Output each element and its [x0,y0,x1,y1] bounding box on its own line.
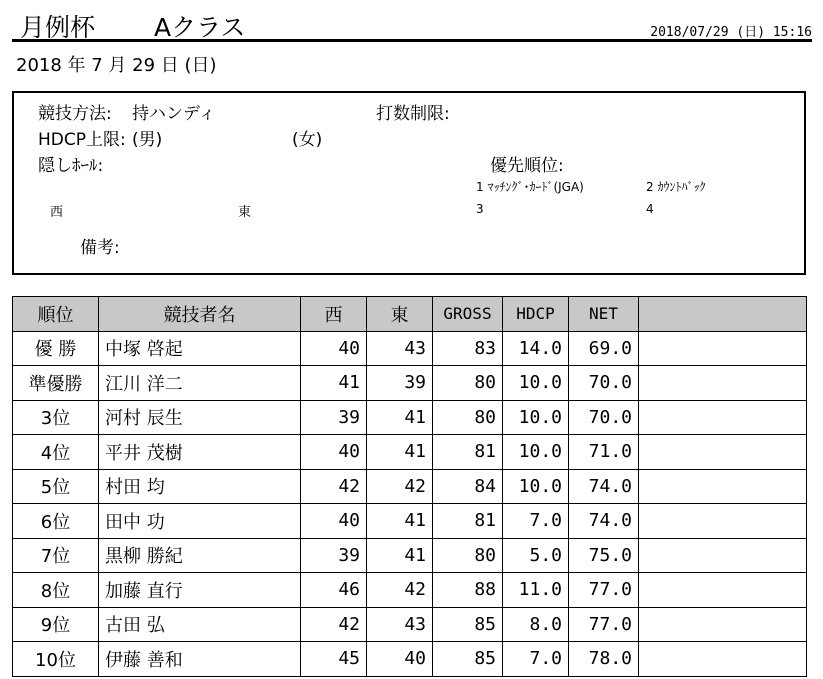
col-hdcp: HDCP [503,297,569,332]
table-row [13,435,807,470]
col-blank [639,297,807,332]
report-title-bar [12,6,812,42]
east-score-cell: 39 [367,366,433,401]
name-cell: 中塚 啓起 [99,331,301,366]
gross-cell: 80 [433,538,503,573]
net-cell: 70.0 [569,400,639,435]
table-row [13,331,807,366]
blank-cell [639,538,807,573]
rank-cell: 6位 [13,504,99,539]
gross-cell: 81 [433,504,503,539]
west-score-cell: 46 [301,573,367,608]
class-name: Aクラス [154,13,246,42]
competition-info-box [12,91,806,275]
east-score-cell: 43 [367,607,433,642]
hdcp-cell: 10.0 [503,400,569,435]
east-label: 東 [238,205,252,220]
net-cell: 69.0 [569,331,639,366]
col-gross: GROSS [433,297,503,332]
rank-cell: 優 勝 [13,331,99,366]
gross-cell: 81 [433,435,503,470]
priority-2: 2 ｶｳﾝﾄﾊﾞｯｸ [646,180,706,194]
name-cell: 伊藤 善和 [99,642,301,677]
hdcp-cell: 10.0 [503,435,569,470]
gross-cell: 80 [433,400,503,435]
rank-cell: 10位 [13,642,99,677]
hdcp-cell: 10.0 [503,469,569,504]
remarks-label: 備考: [80,238,120,258]
col-rank: 順位 [13,297,99,332]
table-row [13,504,807,539]
east-score-cell: 42 [367,469,433,504]
name-cell: 平井 茂樹 [99,435,301,470]
east-score-cell: 41 [367,435,433,470]
hdcp-limit-label: HDCP上限: [38,130,126,150]
name-cell: 田中 功 [99,504,301,539]
table-row [13,642,807,677]
female-label: (女) [292,130,323,150]
net-cell: 77.0 [569,607,639,642]
gross-cell: 83 [433,331,503,366]
gross-cell: 85 [433,607,503,642]
method-label: 競技方法: [38,104,112,124]
table-row [13,538,807,573]
name-cell: 古田 弘 [99,607,301,642]
rank-cell: 8位 [13,573,99,608]
name-cell: 河村 辰生 [99,400,301,435]
blank-cell [639,573,807,608]
east-score-cell: 41 [367,400,433,435]
west-score-cell: 42 [301,607,367,642]
priority-4: 4 [646,202,654,216]
name-cell: 江川 洋二 [99,366,301,401]
report-title: 月例杯 [20,13,96,42]
name-cell: 村田 均 [99,469,301,504]
net-cell: 71.0 [569,435,639,470]
table-row [13,469,807,504]
west-score-cell: 39 [301,538,367,573]
results-table [12,296,807,677]
table-row [13,366,807,401]
table-row [13,400,807,435]
net-cell: 78.0 [569,642,639,677]
hdcp-cell: 7.0 [503,642,569,677]
gross-cell: 88 [433,573,503,608]
net-cell: 74.0 [569,504,639,539]
method-value: 持ハンディ [132,104,216,124]
east-score-cell: 41 [367,538,433,573]
west-score-cell: 39 [301,400,367,435]
blank-cell [639,435,807,470]
east-score-cell: 41 [367,504,433,539]
rank-cell: 準優勝 [13,366,99,401]
hdcp-cell: 7.0 [503,504,569,539]
priority-label: 優先順位: [490,156,564,176]
priority-3: 3 [476,202,484,216]
net-cell: 77.0 [569,573,639,608]
blank-cell [639,504,807,539]
blank-cell [639,366,807,401]
stroke-limit-label: 打数制限: [376,104,450,124]
name-cell: 加藤 直行 [99,573,301,608]
priority-1: 1 ﾏｯﾁﾝｸﾞ･ｶｰﾄﾞ(JGA) [476,180,584,194]
blank-cell [639,331,807,366]
net-cell: 75.0 [569,538,639,573]
hidden-holes-label: 隠しﾎｰﾙ: [38,156,104,176]
hdcp-cell: 5.0 [503,538,569,573]
col-name: 競技者名 [99,297,301,332]
blank-cell [639,400,807,435]
east-score-cell: 43 [367,331,433,366]
col-net: NET [569,297,639,332]
west-score-cell: 42 [301,469,367,504]
west-score-cell: 45 [301,642,367,677]
event-date: 2018 年 7 月 29 日 (日) [16,55,217,76]
west-score-cell: 41 [301,366,367,401]
table-row [13,607,807,642]
hdcp-cell: 11.0 [503,573,569,608]
blank-cell [639,469,807,504]
blank-cell [639,607,807,642]
east-score-cell: 40 [367,642,433,677]
net-cell: 74.0 [569,469,639,504]
hdcp-cell: 8.0 [503,607,569,642]
hdcp-cell: 14.0 [503,331,569,366]
rank-cell: 7位 [13,538,99,573]
header-row [13,297,807,332]
west-score-cell: 40 [301,504,367,539]
printed-timestamp: 2018/07/29 (日) 15:16 [650,25,812,40]
net-cell: 70.0 [569,366,639,401]
hdcp-cell: 10.0 [503,366,569,401]
male-label: (男) [132,130,163,150]
rank-cell: 3位 [13,400,99,435]
blank-cell [639,642,807,677]
west-score-cell: 40 [301,435,367,470]
name-cell: 黒柳 勝紀 [99,538,301,573]
table-row [13,573,807,608]
gross-cell: 80 [433,366,503,401]
gross-cell: 85 [433,642,503,677]
rank-cell: 4位 [13,435,99,470]
rank-cell: 9位 [13,607,99,642]
col-east: 東 [367,297,433,332]
east-score-cell: 42 [367,573,433,608]
gross-cell: 84 [433,469,503,504]
rank-cell: 5位 [13,469,99,504]
west-score-cell: 40 [301,331,367,366]
col-west: 西 [301,297,367,332]
west-label: 西 [50,205,64,220]
